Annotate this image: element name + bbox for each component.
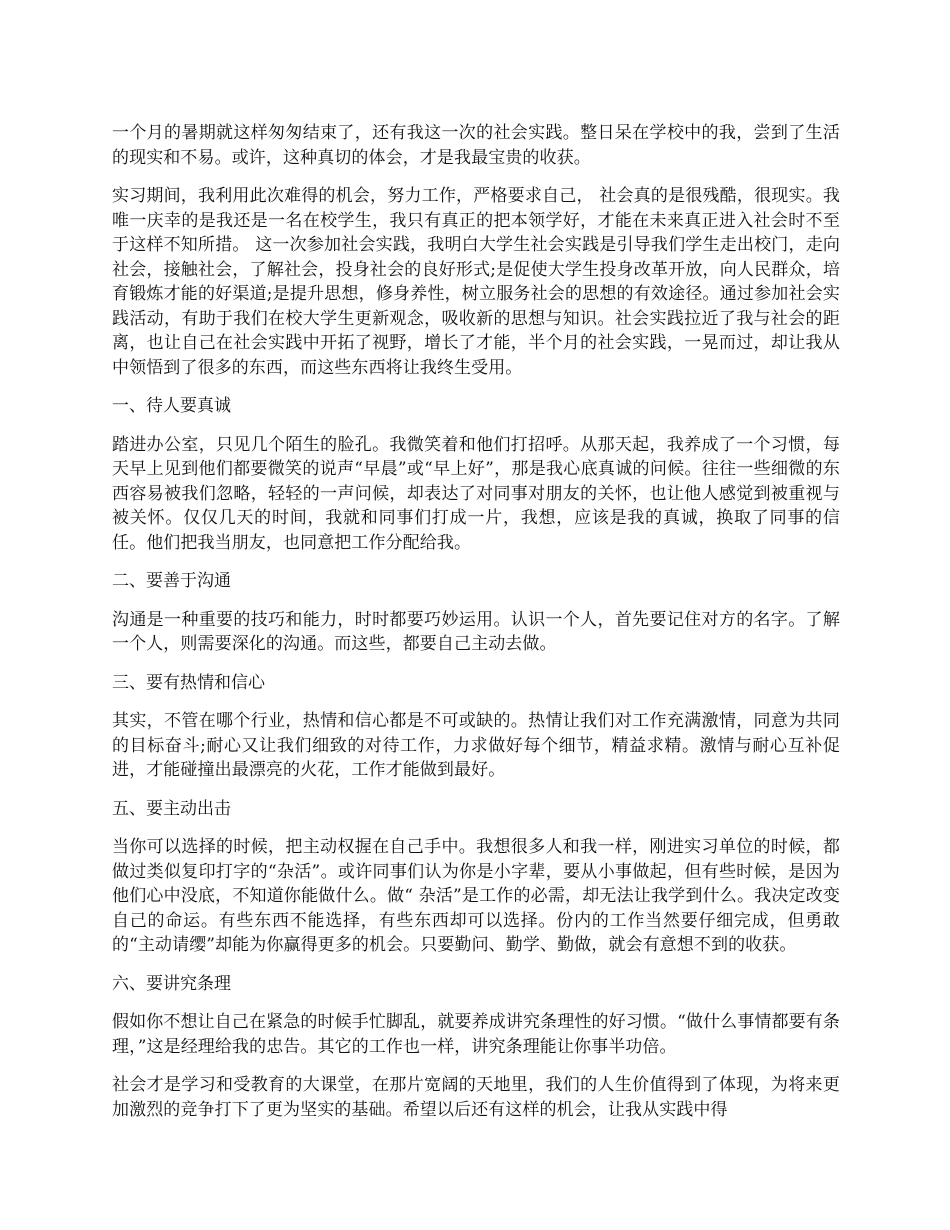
paragraph-passion: 其实，不管在哪个行业，热情和信心都是不可或缺的。热情让我们对工作充满激情，同意为共同的目标奋斗;耐心又让我们细致的对待工作，力求做好每个细节，精益求精。激情与耐心互补促进，才能碰撞出最漂亮的火花，工作才能做到最好。 xyxy=(112,711,840,780)
paragraph-internship: 实习期间，我利用此次难得的机会，努力工作，严格要求自己， 社会真的是很残酷，很现实。我唯一庆幸的是我还是一名在校学生，我只有真正的把本领学好，才能在未来真正进入社会时不至于这样不知所措。 这一次参加社会实践，我明白大学生社会实践是引导我们学生走出校门，走向社会，接触社会，了解社会，投身社会的良好形式;是促使大学生投身改革开放，向人民群众，培育锻炼才能的好渠道;是提升思想，修身养性，树立服务社会的思想的有效途径。通过参加社会实践活动，有助于我们在校大学生更新观念，吸收新的思想与知识。社会实践拉近了我与社会的距离，也让自己在社会实践中开拓了视野，增长了才能，半个月的社会实践，一晃而过，却让我从中领悟到了很多的东西，而这些东西将让我终生受用。 xyxy=(112,186,840,378)
paragraph-sincerity: 踏进办公室，只见几个陌生的脸孔。我微笑着和他们打招呼。从那天起，我养成了一个习惯，每天早上见到他们都要微笑的说声“早晨”或“早上好”，那是我心底真诚的问候。往往一些细微的东西容易被我们忽略，轻轻的一声问候，却表达了对同事对朋友的关怀，也让他人感觉到被重视与被关怀。仅仅几天的时间，我就和同事们打成一片，我想，应该是我的真诚，换取了同事的信任。他们把我当朋友，也同意把工作分配给我。 xyxy=(112,434,840,553)
paragraph-intro: 一个月的暑期就这样匆匆结束了，还有我这一次的社会实践。整日呆在学校中的我，尝到了生活的现实和不易。或许，这种真切的体会，才是我最宝贵的收获。 xyxy=(112,123,840,168)
section-heading-sincerity: 一、待人要真诚 xyxy=(112,396,231,416)
section-heading-passion: 三、要有热情和信心 xyxy=(112,672,265,693)
section-heading-organization: 六、要讲究条理 xyxy=(112,973,231,994)
section-heading-communication: 二、要善于沟通 xyxy=(112,571,231,591)
paragraph-initiative: 当你可以选择的时候，把主动权握在自己手中。我想很多人和我一样，刚进实习单位的时候，都做过类似复印打字的“杂活”。或许同事们认为你是小字辈，要从小事做起，但有些时候，是因为他们心中没底，不知道你能做什么。做“ 杂活”是工作的必需，却无法让我学到什么。我决定改变自己的命运。有些东西不能选择，有些东西却可以选择。份内的工作当然要仔细完成，但勇敢的“主动请缨”却能为你赢得更多的机会。只要勤问、勤学、勤做，就会有意想不到的收获。 xyxy=(112,837,840,955)
paragraph-communication: 沟通是一种重要的技巧和能力，时时都要巧妙运用。认识一个人，首先要记住对方的名字。了解一个人，则需要深化的沟通。而这些，都要自己主动去做。 xyxy=(112,609,840,654)
section-heading-initiative: 五、要主动出击 xyxy=(112,798,231,819)
paragraph-organization: 假如你不想让自己在紧急的时候手忙脚乱，就要养成讲究条理性的好习惯。“做什么事情都要有条理，”这是经理给我的忠告。其它的工作也一样，讲究条理能让你事半功倍。 xyxy=(112,1012,840,1057)
paragraph-conclusion: 社会才是学习和受教育的大课堂，在那片宽阔的天地里，我们的人生价值得到了体现，为将来更加激烈的竞争打下了更为坚实的基础。希望以后还有这样的机会，让我从实践中得 xyxy=(112,1075,840,1120)
document-body xyxy=(112,121,840,1136)
